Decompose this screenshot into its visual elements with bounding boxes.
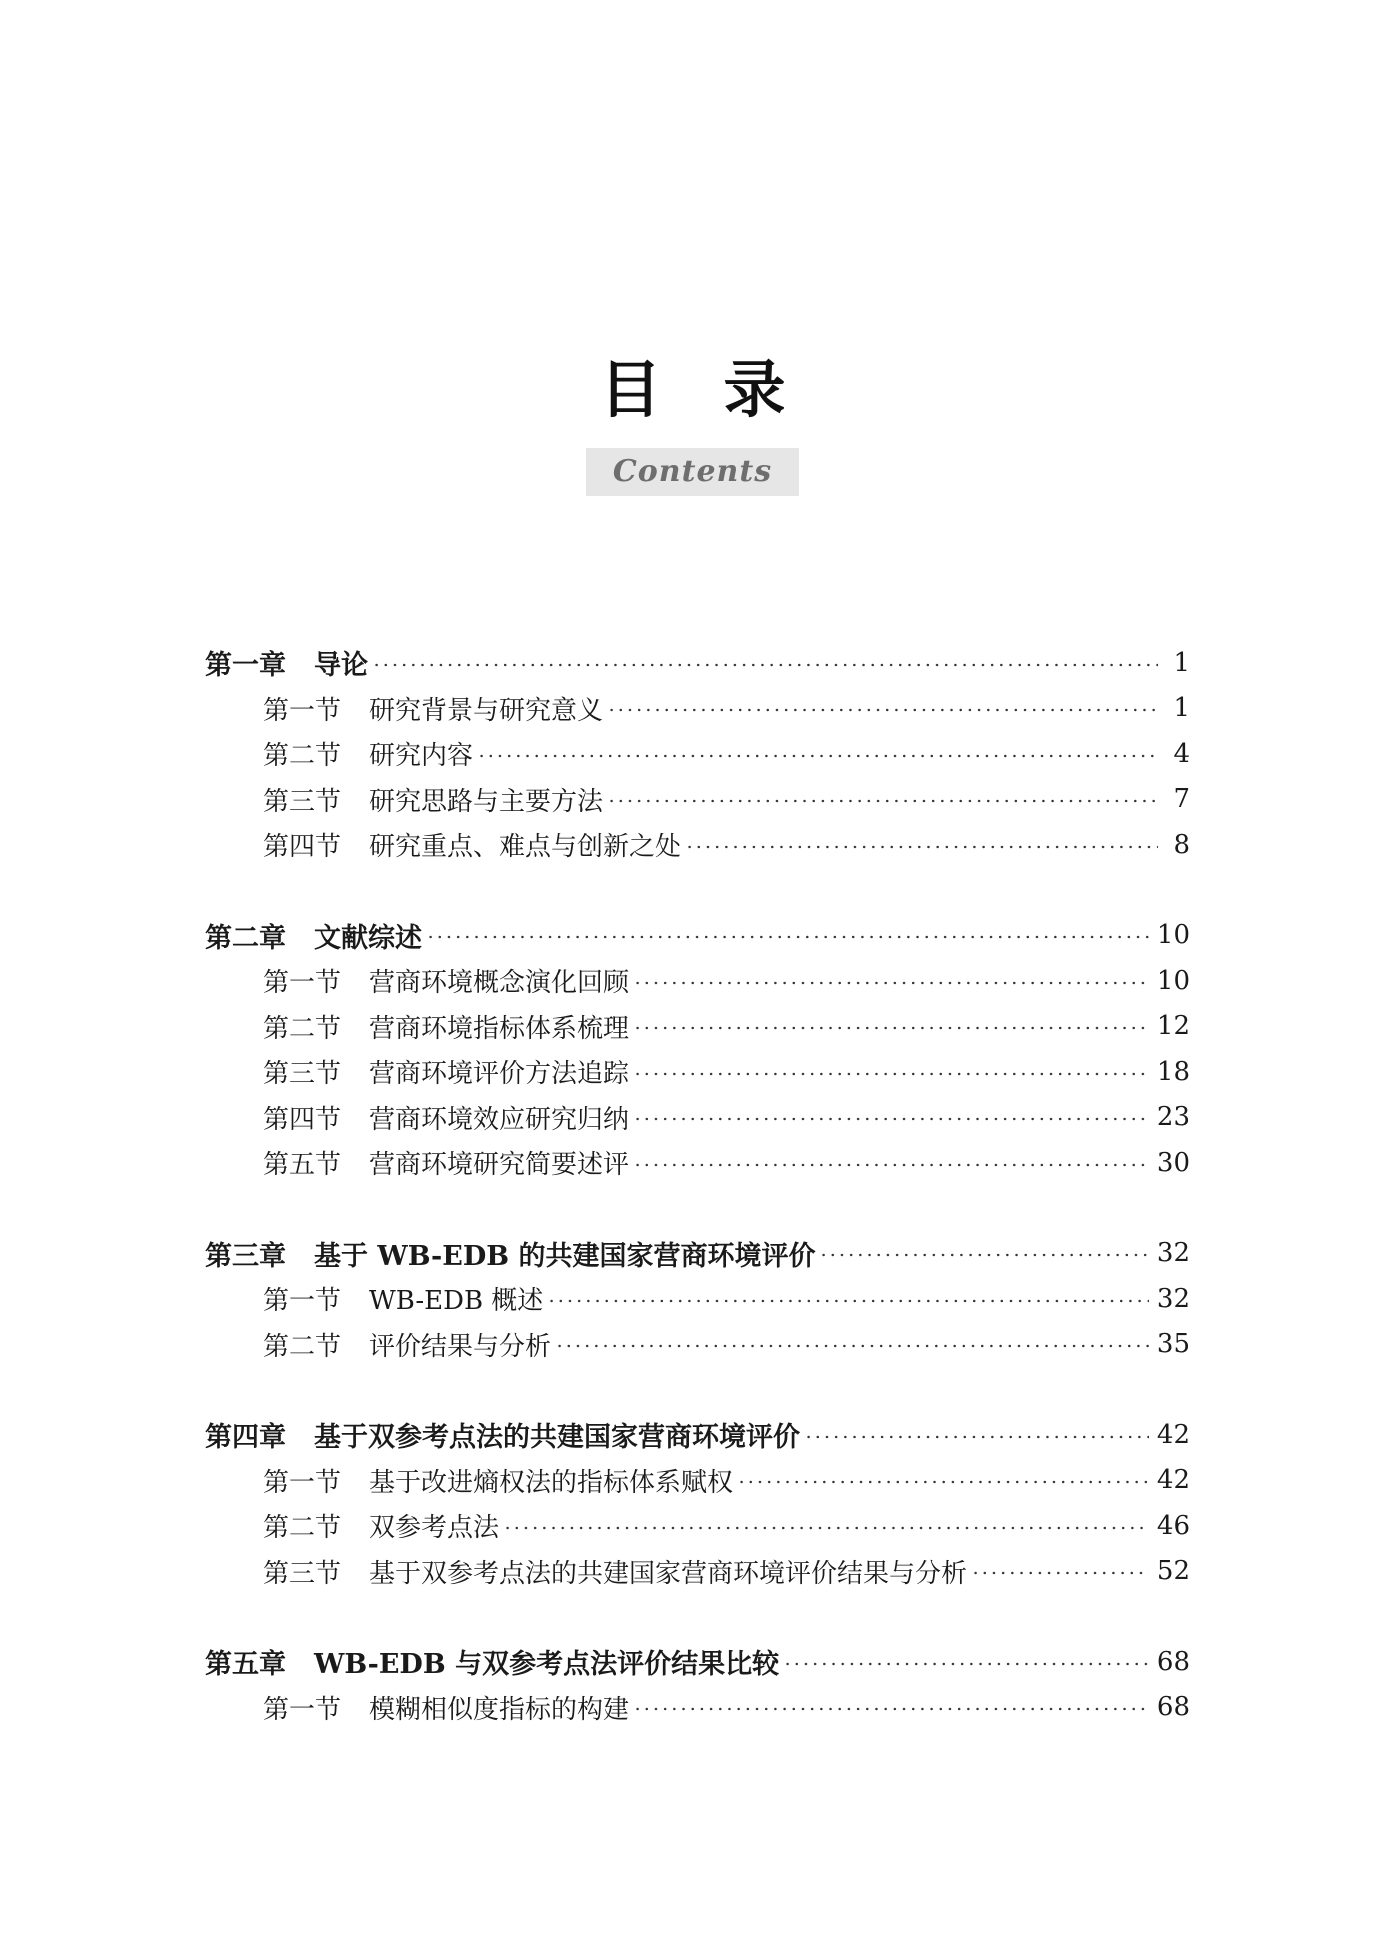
toc-section-row-number: 第五节 bbox=[263, 1150, 342, 1181]
toc-section-row-title: 营商环境指标体系梳理 bbox=[369, 1013, 630, 1044]
toc-section-row-title: 模糊相似度指标的构建 bbox=[369, 1694, 630, 1725]
toc-section-row[interactable] bbox=[205, 731, 1190, 777]
toc-section-row-page-number: 32 bbox=[1156, 1283, 1190, 1314]
toc-chapter bbox=[205, 1639, 1190, 1730]
toc-section-row-number: 第四节 bbox=[263, 832, 342, 863]
toc-section-row-number: 第一节 bbox=[263, 968, 342, 999]
dot-leader bbox=[426, 935, 1149, 939]
toc-section-row[interactable] bbox=[205, 1685, 1190, 1731]
toc-section-row-title: 研究内容 bbox=[369, 741, 474, 772]
toc-chapter-row-page-number: 68 bbox=[1156, 1646, 1190, 1677]
toc-chapter-row-number: 第三章 bbox=[205, 1240, 286, 1272]
table-of-contents bbox=[205, 640, 1190, 1775]
toc-section-row-page-number: 68 bbox=[1156, 1692, 1190, 1723]
toc-chapter-row-title: 基于双参考点法的共建国家营商环境评价 bbox=[314, 1422, 800, 1454]
toc-section-row[interactable] bbox=[205, 1140, 1190, 1186]
toc-section-row-page-number: 7 bbox=[1173, 784, 1190, 815]
toc-chapter-row-number: 第四章 bbox=[205, 1422, 286, 1454]
dot-leader bbox=[633, 1026, 1149, 1030]
toc-section-row[interactable] bbox=[205, 958, 1190, 1004]
dot-leader bbox=[633, 1163, 1149, 1167]
dot-leader bbox=[607, 708, 1158, 712]
dot-leader bbox=[633, 1072, 1149, 1076]
toc-section-row-title: 评价结果与分析 bbox=[369, 1331, 552, 1362]
toc-section-row-page-number: 52 bbox=[1156, 1556, 1190, 1587]
toc-section-row-number: 第二节 bbox=[263, 1331, 342, 1362]
toc-section-row-title: 营商环境效应研究归纳 bbox=[369, 1104, 630, 1135]
toc-chapter-row[interactable] bbox=[205, 640, 1190, 686]
dot-leader bbox=[633, 1707, 1149, 1711]
toc-chapter-row[interactable] bbox=[205, 1639, 1190, 1685]
toc-section-row-number: 第二节 bbox=[263, 1513, 342, 1544]
toc-chapter-row-number: 第一章 bbox=[205, 650, 286, 682]
toc-section-row-page-number: 4 bbox=[1173, 738, 1190, 769]
toc-section-row-number: 第一节 bbox=[263, 695, 342, 726]
toc-chapter-row[interactable] bbox=[205, 913, 1190, 959]
toc-section-row-title: 营商环境概念演化回顾 bbox=[369, 968, 630, 999]
dot-leader bbox=[971, 1571, 1149, 1575]
toc-section-row-title: 基于双参考点法的共建国家营商环境评价结果与分析 bbox=[369, 1558, 968, 1589]
toc-section-row-number: 第二节 bbox=[263, 741, 342, 772]
dot-leader bbox=[555, 1344, 1149, 1348]
dot-leader bbox=[685, 845, 1158, 849]
toc-header bbox=[0, 355, 1385, 496]
toc-section-row-page-number: 23 bbox=[1156, 1102, 1190, 1133]
toc-section-row[interactable] bbox=[205, 1549, 1190, 1595]
toc-section-row[interactable] bbox=[205, 1004, 1190, 1050]
toc-section-row[interactable] bbox=[205, 822, 1190, 868]
toc-chapter-row-page-number: 32 bbox=[1156, 1238, 1190, 1269]
toc-section-row-number: 第一节 bbox=[263, 1467, 342, 1498]
toc-chapter-row-page-number: 1 bbox=[1173, 647, 1190, 678]
toc-section-row-title: 研究背景与研究意义 bbox=[369, 695, 604, 726]
toc-chapter bbox=[205, 1412, 1190, 1594]
toc-section-row-title: 基于改进熵权法的指标体系赋权 bbox=[369, 1467, 734, 1498]
toc-chapter-row-number: 第二章 bbox=[205, 922, 286, 954]
toc-chapter-row-page-number: 10 bbox=[1156, 920, 1190, 951]
dot-leader bbox=[503, 1526, 1149, 1530]
toc-section-row[interactable] bbox=[205, 1322, 1190, 1368]
toc-section-row-number: 第一节 bbox=[263, 1694, 342, 1725]
dot-leader bbox=[633, 981, 1149, 985]
toc-section-row[interactable] bbox=[205, 1049, 1190, 1095]
toc-section-row-page-number: 1 bbox=[1173, 693, 1190, 724]
toc-section-row-page-number: 46 bbox=[1156, 1510, 1190, 1541]
dot-leader bbox=[477, 754, 1158, 758]
dot-leader bbox=[547, 1299, 1149, 1303]
toc-section-row-page-number: 8 bbox=[1173, 829, 1190, 860]
toc-section-row-title: 双参考点法 bbox=[369, 1513, 500, 1544]
dot-leader bbox=[804, 1435, 1149, 1439]
toc-section-row-page-number: 10 bbox=[1156, 965, 1190, 996]
toc-chapter bbox=[205, 913, 1190, 1186]
toc-section-row-number: 第三节 bbox=[263, 786, 342, 817]
dot-leader bbox=[819, 1253, 1148, 1257]
toc-section-row[interactable] bbox=[205, 686, 1190, 732]
toc-chapter-row[interactable] bbox=[205, 1231, 1190, 1277]
toc-section-row[interactable] bbox=[205, 1458, 1190, 1504]
toc-section-row[interactable] bbox=[205, 777, 1190, 823]
toc-chapter bbox=[205, 640, 1190, 868]
toc-section-row-page-number: 18 bbox=[1156, 1056, 1190, 1087]
toc-chapter-row-title: WB-EDB 与双参考点法评价结果比较 bbox=[314, 1649, 780, 1681]
toc-section-row-page-number: 12 bbox=[1156, 1011, 1190, 1042]
toc-chapter-row-title: 基于 WB-EDB 的共建国家营商环境评价 bbox=[314, 1240, 816, 1272]
toc-section-row-number: 第一节 bbox=[263, 1286, 342, 1317]
toc-section-row-page-number: 42 bbox=[1156, 1465, 1190, 1496]
toc-section-row-number: 第二节 bbox=[263, 1013, 342, 1044]
toc-section-row-title: 营商环境研究简要述评 bbox=[369, 1150, 630, 1181]
toc-chapter-row-title: 文献综述 bbox=[314, 922, 422, 954]
toc-chapter-row-page-number: 42 bbox=[1156, 1419, 1190, 1450]
toc-chapter-row[interactable] bbox=[205, 1412, 1190, 1458]
toc-section-row-number: 第三节 bbox=[263, 1558, 342, 1589]
page-subtitle: Contents bbox=[586, 448, 799, 496]
toc-section-row[interactable] bbox=[205, 1503, 1190, 1549]
toc-chapter-row-title: 导论 bbox=[314, 650, 368, 682]
toc-section-row-number: 第三节 bbox=[263, 1059, 342, 1090]
toc-section-row-page-number: 35 bbox=[1156, 1329, 1190, 1360]
dot-leader bbox=[633, 1117, 1149, 1121]
toc-section-row-title: WB-EDB 概述 bbox=[369, 1286, 544, 1317]
dot-leader bbox=[737, 1480, 1149, 1484]
toc-section-row-number: 第四节 bbox=[263, 1104, 342, 1135]
toc-chapter bbox=[205, 1231, 1190, 1368]
toc-section-row[interactable] bbox=[205, 1095, 1190, 1141]
toc-section-row-title: 研究重点、难点与创新之处 bbox=[369, 832, 682, 863]
dot-leader bbox=[783, 1662, 1149, 1666]
toc-chapter-row-number: 第五章 bbox=[205, 1649, 286, 1681]
dot-leader bbox=[607, 799, 1158, 803]
toc-section-row-title: 营商环境评价方法追踪 bbox=[369, 1059, 630, 1090]
dot-leader bbox=[372, 663, 1158, 667]
toc-section-row-title: 研究思路与主要方法 bbox=[369, 786, 604, 817]
toc-section-row[interactable] bbox=[205, 1276, 1190, 1322]
toc-section-row-page-number: 30 bbox=[1156, 1147, 1190, 1178]
page-title: 目录 bbox=[599, 353, 848, 426]
